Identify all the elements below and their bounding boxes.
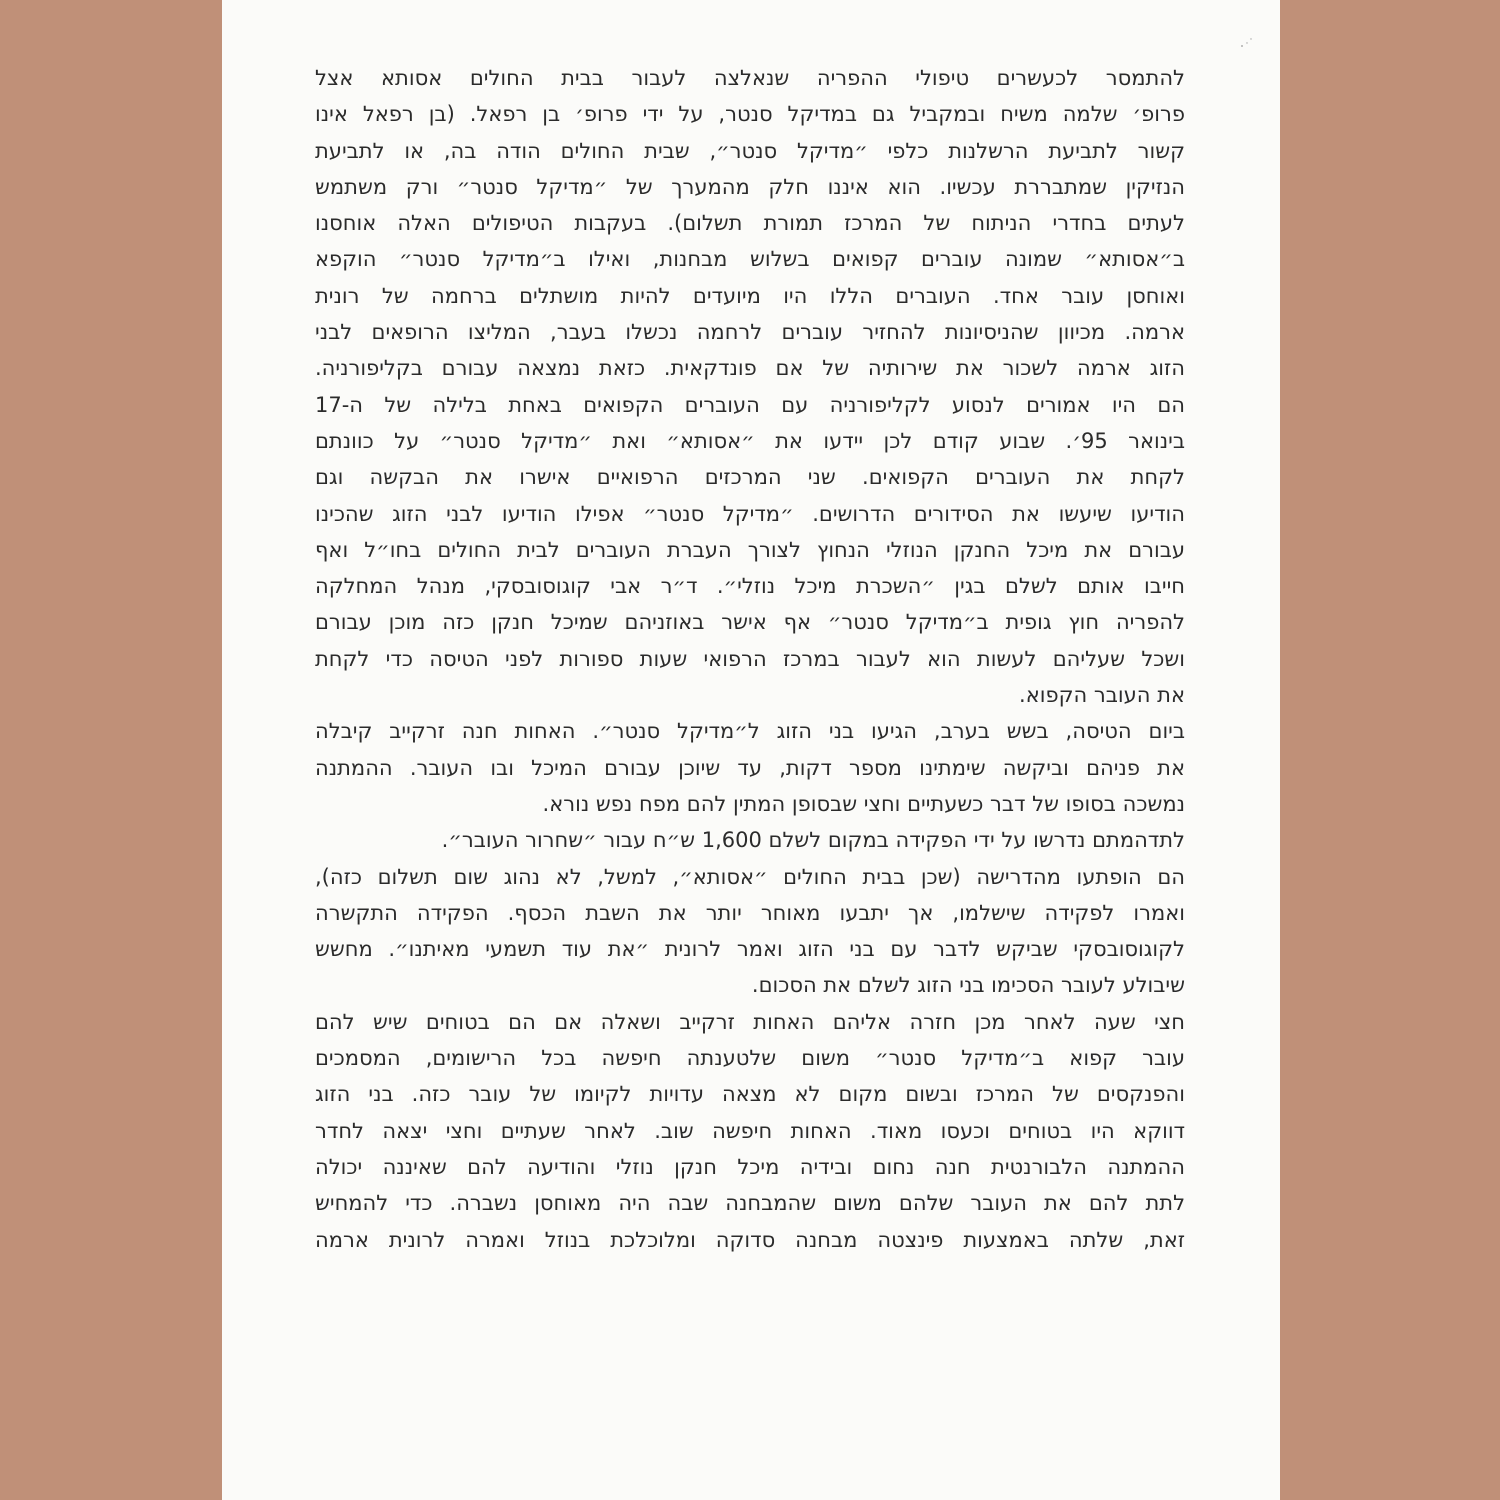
text-line: ארמה. מכיוון שהניסיונות להחזיר עוברים לרחמה נכשלו בעבר, המליצו הרופאים לבני — [315, 320, 1185, 345]
text-line: לעתים בחדרי הניתוח של המרכז תמורת תשלום). בעקבות הטיפולים האלה אוחסנו — [315, 211, 1185, 236]
text-line: להפריה חוץ גופית ב״מדיקל סנטר״ אף אישר באוזניהם שמיכל חנקן כזה מוכן עבורם — [315, 610, 1185, 635]
text-line: לקוגוסובסקי שביקש לדבר עם בני הזוג ואמר לרונית ״את עוד תשמעי מאיתנו״. מחשש — [315, 937, 1185, 962]
text-line: הודיעו שיעשו את הסידורים הדרושים. ״מדיקל סנטר״ אפילו הודיעו לבני הזוג שהכינו — [315, 501, 1185, 526]
text-line: ואוחסן עובר אחד. העוברים הללו היו מיועדים להיות מושתלים ברחמה של רונית — [315, 283, 1185, 308]
text-line: בינואר 95׳. שבוע קודם לכן יידעו את ״אסותא״ ואת ״מדיקל סנטר״ על כוונתם — [315, 428, 1185, 453]
document-text — [315, 60, 1185, 1258]
text-line: הזוג ארמה לשכור את שירותיה של אם פונדקאית. כזאת נמצאה עבורם בקליפורניה. — [315, 356, 1185, 381]
paper-speck-marks — [1238, 36, 1254, 52]
text-line: זאת, שלתה באמצעות פינצטה מבחנה סדוקה ומלוכלכת בנוזל ואמרה לרונית ארמה — [315, 1227, 1185, 1252]
text-line: דווקא היו בטוחים וכעסו מאוד. האחות חיפשה שוב. לאחר שעתיים וחצי יצאה לחדר — [315, 1118, 1185, 1143]
text-line: להתמסר לכעשרים טיפולי ההפריה שנאלצה לעבור בבית החולים אסותא אצל — [315, 66, 1185, 90]
text-line: לתת להם את העובר שלהם משום שהמבחנה שבה היה מאוחסן נשברה. כדי להמחיש — [315, 1191, 1185, 1216]
text-line: ב״אסותא״ שמונה עוברים קפואים בשלוש מבחנות, ואילו ב״מדיקל סנטר״ הוקפא — [315, 247, 1185, 272]
text-line: ההמתנה הלבורנטית חנה נחום ובידיה מיכל חנקן נוזלי והודיעה להם שאיננה יכולה — [315, 1154, 1185, 1179]
text-line: קשור לתביעת הרשלנות כלפי ״מדיקל סנטר״, שבית החולים הודה בה, או לתביעת — [315, 138, 1185, 163]
text-line: חייבו אותם לשלם בגין ״השכרת מיכל נוזלי״. ד״ר אבי קוגוסובסקי, מנהל המחלקה — [315, 574, 1185, 599]
text-line: ואמרו לפקידה שישלמו, אך יתבעו מאוחר יותר את השבת הכסף. הפקידה התקשרה — [315, 900, 1185, 925]
text-line: חצי שעה לאחר מכן חזרה אליהם האחות זרקייב ושאלה אם הם בטוחים שיש להם — [315, 1009, 1185, 1034]
text-line: הם היו אמורים לנסוע לקליפורניה עם העוברים הקפואים באחת בלילה של ה-17 — [315, 392, 1185, 417]
text-line: לקחת את העוברים הקפואים. שני המרכזים הרפואיים אישרו את הבקשה וגם — [315, 465, 1185, 490]
text-line: ביום הטיסה, בשש בערב, הגיעו בני הזוג ל״מדיקל סנטר״. האחות חנה זרקייב קיבלה — [315, 719, 1185, 744]
text-line: שיבולע לעובר הסכימו בני הזוג לשלם את הסכום. — [751, 973, 1185, 998]
text-line: עובר קפוא ב״מדיקל סנטר״ משום שלטענתה חיפשה בכל הרישומים, המסמכים — [315, 1046, 1185, 1071]
text-line: את פניהם וביקשה שימתינו מספר דקות, עד שיוכן עבורם המיכל ובו העובר. ההמתנה — [315, 755, 1185, 780]
text-line: נמשכה בסופו של דבר כשעתיים וחצי שבסופן המתין להם מפח נפש נורא. — [542, 791, 1185, 816]
text-line: הנזיקין שמתבררת עכשיו. הוא איננו חלק מהמערך של ״מדיקל סנטר״ ורק משתמש — [315, 174, 1185, 199]
text-line: והפנקסים של המרכז ובשום מקום לא מצאה עדויות לקיומו של עובר כזה. בני הזוג — [315, 1082, 1185, 1107]
text-line: ושכל שעליהם לעשות הוא לעבור במרכז הרפואי שעות ספורות לפני הטיסה כדי לקחת — [315, 646, 1185, 671]
text-line: עבורם את מיכל החנקן הנוזלי הנחוץ לצורך העברת העוברים לבית החולים בחו״ל ואף — [315, 537, 1185, 562]
text-line: את העובר הקפוא. — [1019, 683, 1185, 708]
text-line: פרופ׳ שלמה משיח ובמקביל גם במדיקל סנטר, על ידי פרופ׳ בן רפאל. (בן רפאל אינו — [315, 102, 1185, 127]
text-line: הם הופתעו מהדרישה (שכן בבית החולים ״אסותא״, למשל, לא נהוג שום תשלום כזה), — [315, 864, 1185, 889]
text-lines — [315, 60, 1185, 1258]
text-line: לתדהמתם נדרשו על ידי הפקידה במקום לשלם 1,600 ש״ח עבור ״שחרור העובר״. — [441, 828, 1185, 853]
